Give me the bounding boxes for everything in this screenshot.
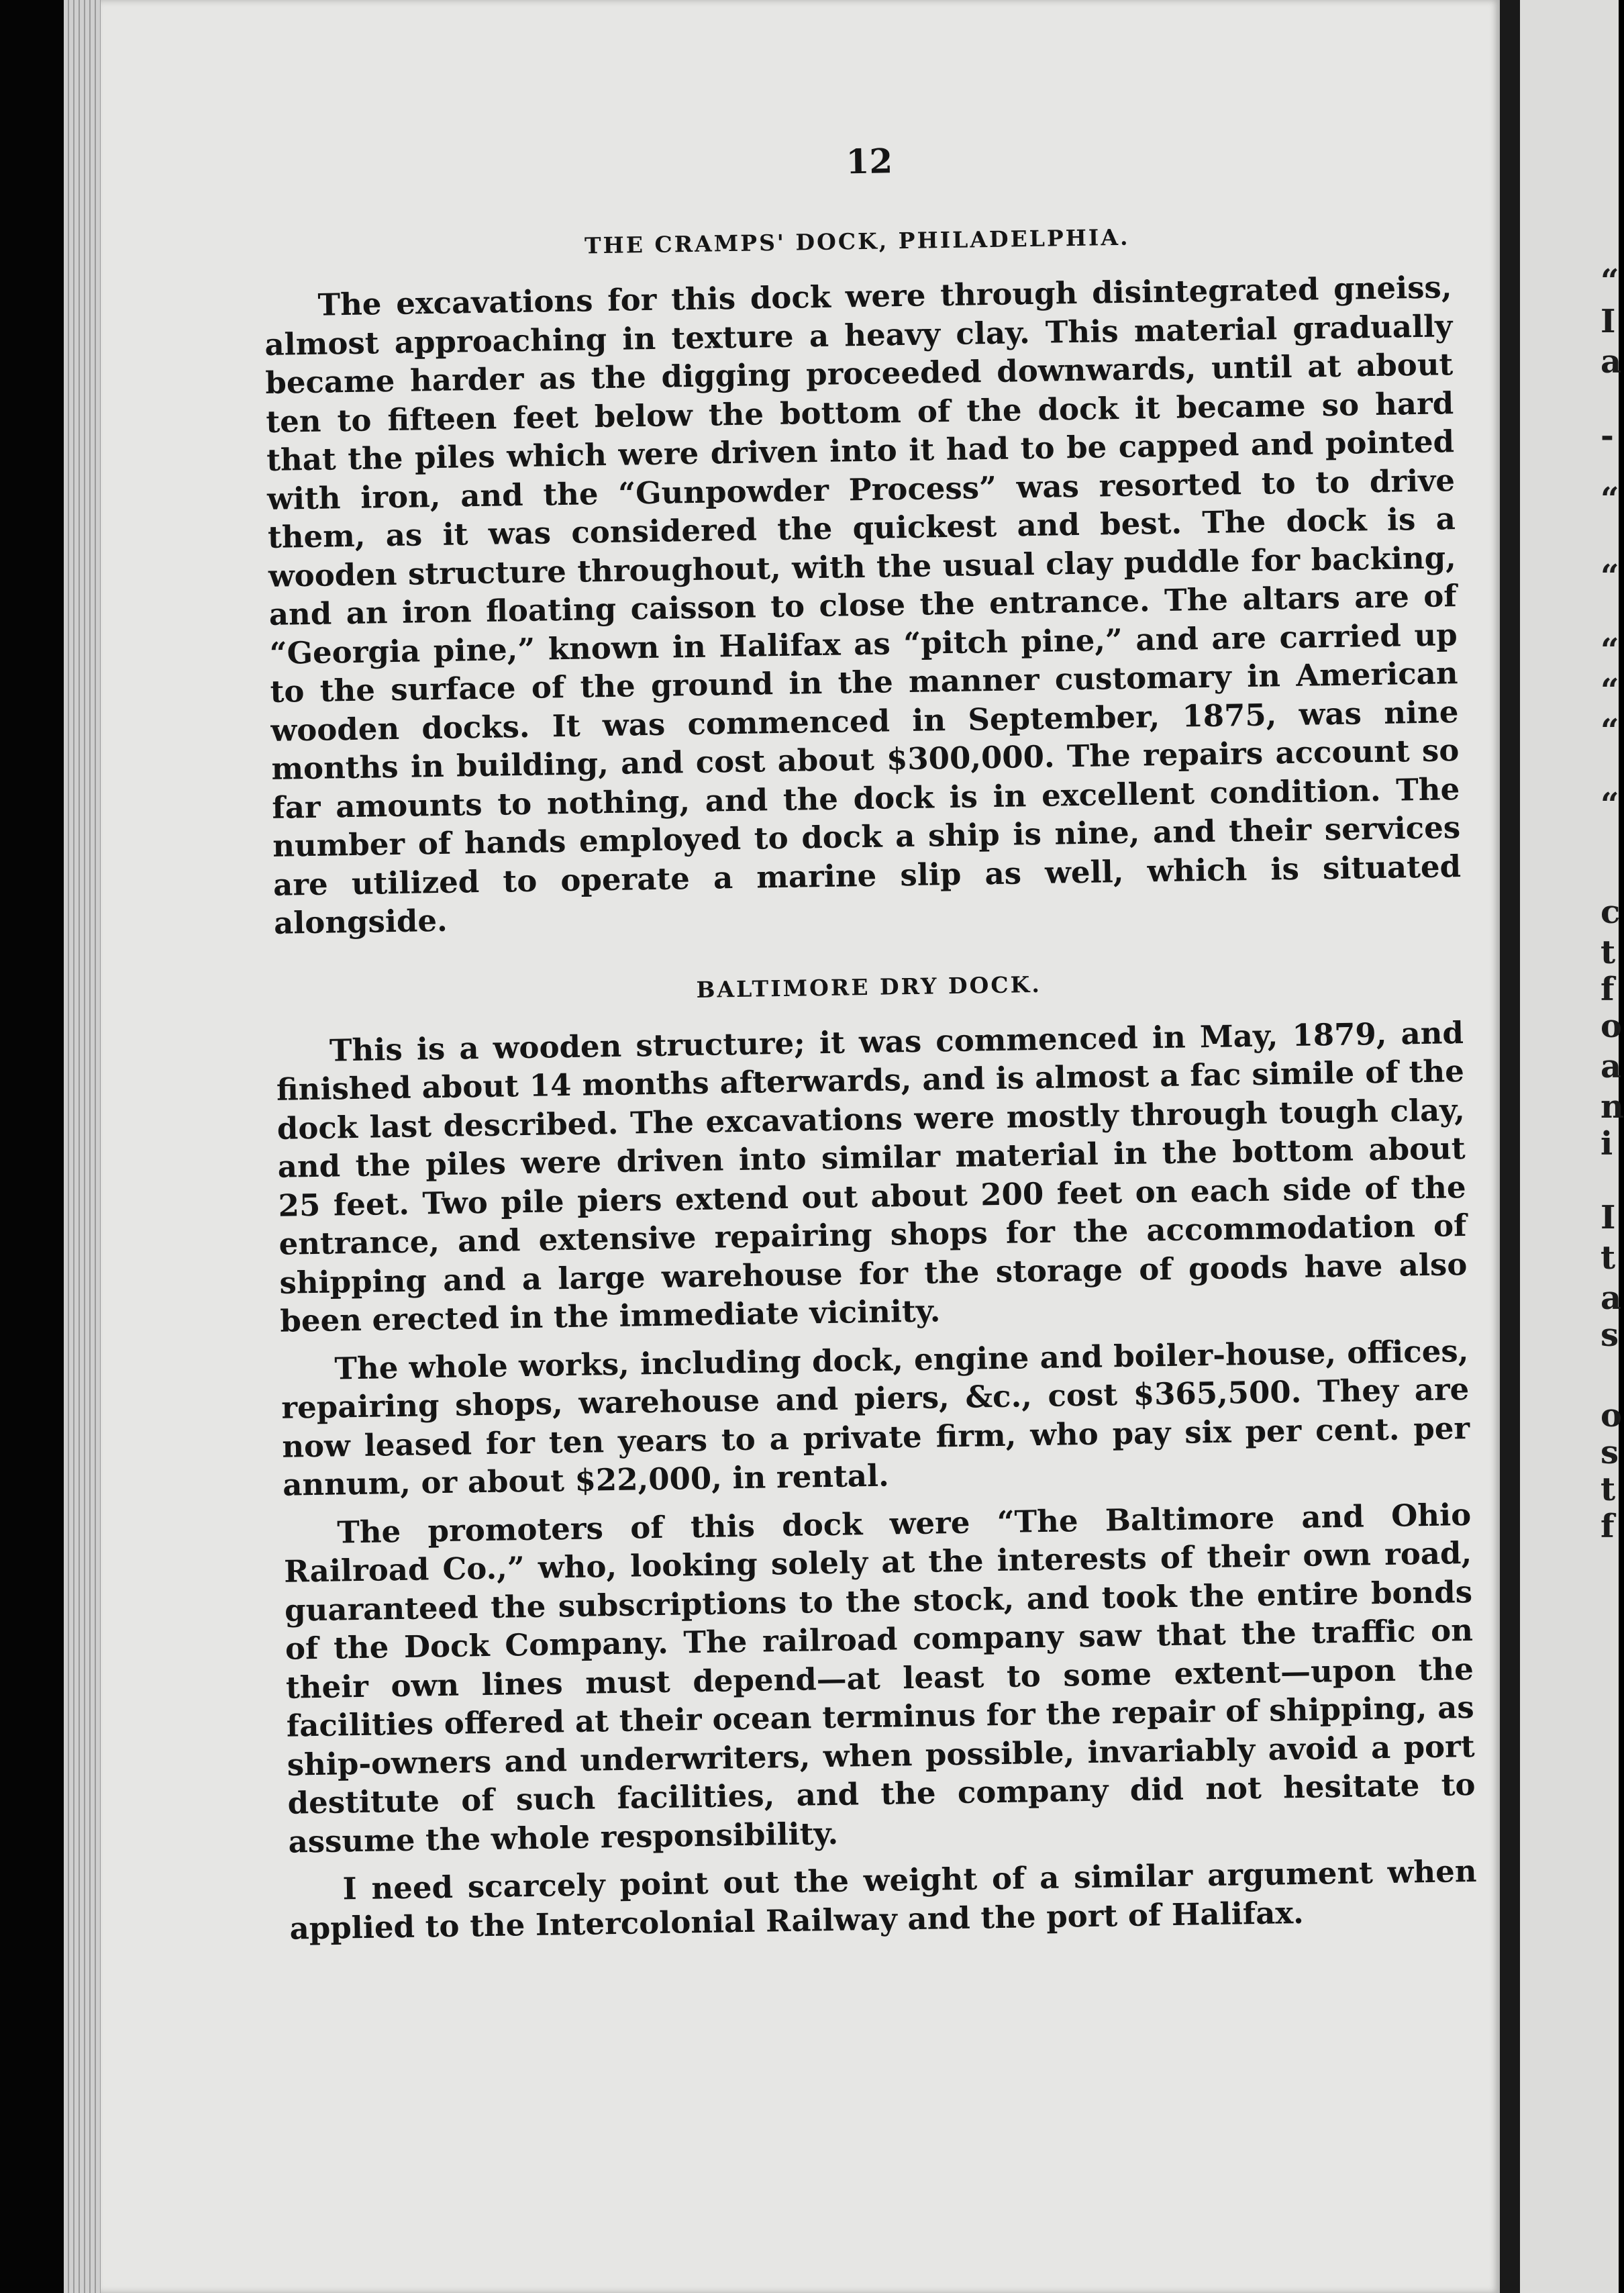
adjacent-page-fragment: a — [1601, 343, 1622, 381]
adjacent-page-fragment: I — [1601, 303, 1616, 340]
adjacent-page-fragment: o — [1601, 1397, 1623, 1434]
adjacent-page-fragment: o — [1601, 1008, 1623, 1045]
paragraph: The promoters of this dock were “The Baltimore and Ohio Railroad Co.,” who, looking solely at the interests of their own road, guaranteed the subscriptions to the stock, and took the entire bonds of the Dock Company. The railroad company saw that the traffic on their own lines must depend—at least to some extent—upon the facilities offered at their ocean terminus for the repair of shipping, as ship-owners and underwriters, when possible, invariably avoid a port destitute of such facilities, and the company did not hesitate to assume the whole responsibility. — [283, 1496, 1476, 1860]
adjacent-page-fragment: t — [1601, 1471, 1616, 1508]
paragraph: This is a wooden structure; it was commenced in May, 1879, and finished about 14 months afterwards, and is almost a fac simile of the dock last described. The excavations were mostly through tough clay, and the piles were driven into similar material in the bottom about 25 feet. Two pile piers extend out about 200 feet on each side of the entrance, and extensive repairing shops for the accommodation of shipping and a large warehouse for the storage of goods have also been erected in the immediate vicinity. — [276, 1014, 1468, 1339]
adjacent-page-fragment: f — [1601, 1508, 1615, 1545]
adjacent-page-fragment: t — [1601, 1239, 1616, 1277]
section-heading-cramps-dock: THE CRAMPS' DOCK, PHILADELPHIA. — [584, 224, 1130, 259]
adjacent-page-fragment: c — [1601, 893, 1621, 931]
paragraph: The excavations for this dock were through disintegrated gneiss, almost approaching in texture a heavy clay. This material gradually became harder as the digging proceeded downwards, until at about ten to fifteen feet below the bottom of the dock it became so hard that the piles which were driven into it had to be capped and pointed with iron, and the “Gunpowder Process” was resorted to to drive them, as it was considered the quickest and best. The dock is a wooden structure throughout, with the usual clay puddle for backing, and an iron floating caisson to close the entrance. The altars are of “Georgia pine,” known in Halifax as “pitch pine,” and are carried up to the surface of the ground in the manner customary in American wooden docks. It was commenced in September, 1875, was nine months in building, and cost about $300,000. The repairs account so far amounts to nothing, and the dock is in excellent condition. The number of hands employed to dock a ship is nine, and their services are utilized to operate a marine slip as well, which is situated alongside. — [264, 269, 1462, 941]
paragraph: I need scarcely point out the weight of a similar argument when applied to the Intercolonial Railway and the port of Halifax. — [289, 1853, 1477, 1947]
adjacent-page-fragment: “ — [1601, 712, 1619, 750]
paragraph: The whole works, including dock, engine and boiler-house, offices, repairing shops, warehouse and piers, &c., cost $365,500. They are now leased for ten years to a private firm, who pay six per cent. per annum, or about $22,000, in rental. — [281, 1332, 1470, 1503]
page-edges — [64, 0, 104, 2293]
adjacent-page-fragment: “ — [1601, 481, 1619, 518]
adjacent-page-fragment: “ — [1601, 632, 1619, 669]
adjacent-page-fragment: “ — [1601, 262, 1619, 300]
adjacent-page-fragment: f — [1601, 971, 1615, 1008]
section-heading-baltimore-dry-dock: BALTIMORE DRY DOCK. — [696, 971, 1042, 1003]
adjacent-page-fragment: n — [1601, 1088, 1624, 1126]
adjacent-page-fragment: t — [1601, 934, 1616, 971]
adjacent-page-fragment: a — [1601, 1048, 1622, 1085]
adjacent-page-fragment: “ — [1601, 786, 1619, 824]
book-gutter — [1500, 0, 1520, 2293]
adjacent-page-edge — [1520, 0, 1624, 2293]
adjacent-page-fragment: i — [1601, 1125, 1613, 1163]
page-number: 12 — [846, 141, 893, 182]
adjacent-page-fragment: - — [1601, 417, 1614, 454]
adjacent-page-fragment: a — [1601, 1279, 1622, 1317]
page-content — [262, 132, 1478, 1947]
adjacent-page-fragment: “ — [1601, 672, 1619, 710]
adjacent-page-fragment: s — [1601, 1434, 1619, 1471]
adjacent-page-fragment: s — [1601, 1316, 1619, 1354]
adjacent-page-fragment: I — [1601, 1199, 1616, 1236]
adjacent-page-fragment: “ — [1601, 558, 1619, 595]
